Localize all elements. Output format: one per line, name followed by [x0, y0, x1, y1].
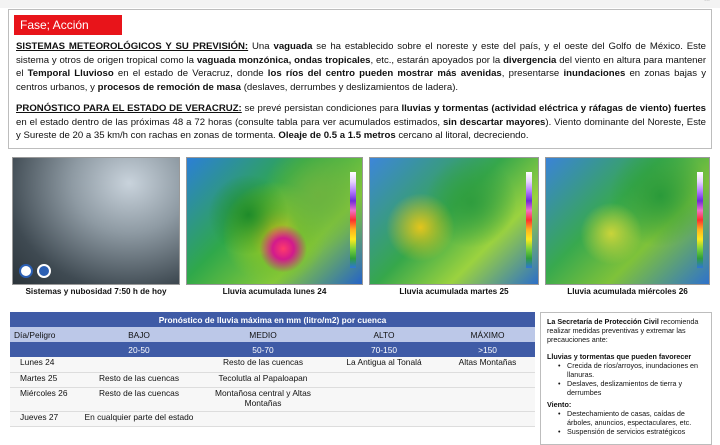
range-cell: 20-50: [80, 342, 198, 357]
list-item: • Suspensión de servicios estratégicos: [567, 427, 705, 436]
meteorological-systems-heading: SISTEMAS METEOROLÓGICOS Y SU PREVISIÓN:: [16, 41, 249, 52]
table-title: Pronóstico de lluvia máxima en mm (litro/m2) por cuenca: [10, 312, 535, 327]
hazard-list: [547, 361, 705, 398]
hazard-list: [547, 409, 705, 437]
rain-color-scale: [526, 172, 532, 268]
section-heading: Viento:: [547, 399, 572, 409]
map-caption: Lluvia acumulada lunes 24: [222, 287, 327, 296]
column-header: MÁXIMO: [440, 327, 535, 342]
rain-color-scale: [350, 172, 356, 268]
table-row: Jueves 27 En cualquier parte del estado: [10, 411, 535, 426]
map-rain-wednesday: [545, 157, 710, 305]
satellite-image: [12, 157, 180, 285]
table-row: Martes 25 Resto de las cuencas Tecolutla al Papaloapan: [10, 372, 535, 387]
rain-map-image: [369, 157, 539, 285]
column-header: BAJO: [80, 327, 198, 342]
rain-color-scale: [697, 172, 703, 268]
column-header: ALTO: [328, 327, 440, 342]
agency-logo-icon: [19, 264, 33, 278]
table-row: Lunes 24 Resto de las cuencas La Antigua al Tonalá Altas Montañas: [10, 357, 535, 372]
range-cell: 50-70: [198, 342, 328, 357]
range-cell: 70-150: [328, 342, 440, 357]
table-row: Miércoles 26 Resto de las cuencas Montañosa central y Altas Montañas: [10, 387, 535, 411]
column-header: MEDIO: [198, 327, 328, 342]
list-item: • Crecida de ríos/arroyos, inundaciones en llanuras.: [567, 361, 705, 379]
top-strip: [0, 0, 720, 8]
list-item: • Destechamiento de casas, caídas de árboles, anuncios, espectaculares, etc.: [567, 409, 705, 427]
map-caption: Lluvia acumulada miércoles 26: [567, 287, 688, 296]
rain-map-image: [186, 157, 363, 285]
veracruz-forecast-paragraph: PRONÓSTICO PARA EL ESTADO DE VERACRUZ: se prevé persistan condiciones para lluvias y tormentas (actividad eléctrica y ráfagas de viento) fuertes en el estado dentro de las próximas 48 a 72 horas (consulte tabla para ver acumulados estimados, sin descartar mayores). Viento dominante del Noreste, Este y Sureste de 20 a 35 km/h con rachas en zonas de tormenta. Oleaje de 0.5 a 1.5 metros cercano al litoral, decreciendo.: [16, 103, 707, 142]
phase-badge: Fase; Acción: [14, 15, 122, 35]
map-rain-tuesday: [369, 157, 539, 305]
agency-logo-2-icon: [37, 264, 51, 278]
column-header: Día/Peligro: [10, 327, 80, 342]
meteorological-systems-paragraph: SISTEMAS METEOROLÓGICOS Y SU PREVISIÓN: Una vaguada se ha establecido sobre el noreste y este del país, y el oeste del Golfo de México. Este sistema y otros de origen tropical como la vaguada monzónica, ondas tropicales, etc., estarán apoyados por la divergencia del viento en altura para mantener el Temporal Lluvioso en el estado de Veracruz, donde los ríos del centro pueden mostrar más avenidas, presentarse inundaciones en zonas bajas y centros urbanos, y procesos de remoción de masa (deslaves, derrumbes y deslizamientos de ladera).: [16, 41, 707, 93]
recommendation-intro: La Secretaría de Protección Civil recomienda realizar medidas preventivas y extremar las precauciones ante:: [547, 317, 699, 345]
rain-map-image: [545, 157, 710, 285]
top-strip-text: [704, 0, 710, 3]
list-item: • Deslaves, deslizamientos de tierra y derrumbes: [567, 379, 705, 397]
civil-protection-recommendations: [540, 312, 712, 445]
map-rain-monday: [186, 157, 363, 305]
map-satellite: [12, 157, 180, 305]
range-cell: >150: [440, 342, 535, 357]
map-caption: Sistemas y nubosidad 7:50 h de hoy: [25, 287, 167, 296]
range-cell: [10, 342, 80, 357]
section-heading: Lluvias y tormentas que pueden favorecer: [547, 351, 692, 361]
veracruz-forecast-heading: PRONÓSTICO PARA EL ESTADO DE VERACRUZ:: [16, 103, 242, 114]
map-caption: Lluvia acumulada martes 25: [399, 287, 509, 296]
rain-forecast-table: [10, 312, 535, 427]
